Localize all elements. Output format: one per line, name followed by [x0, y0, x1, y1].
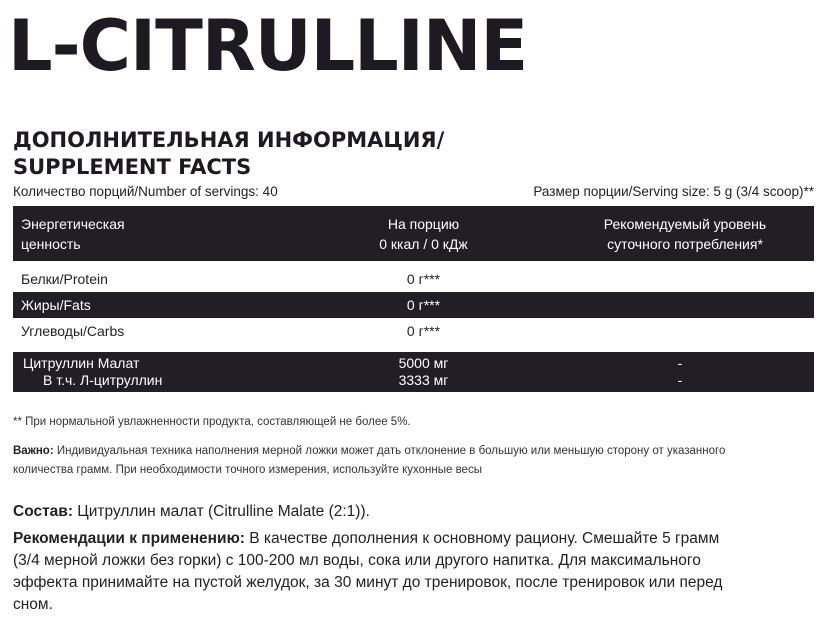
citrulline-values: 5000 мг 3333 мг — [398, 355, 449, 388]
servings-count: Количество порций/Number of servings: 40 — [13, 184, 278, 199]
header-reference-intake: Рекомендуемый уровень суточного потребления* — [603, 215, 767, 252]
heading-line-ru: ДОПОЛНИТЕЛЬНАЯ ИНФОРМАЦИЯ/ — [13, 128, 445, 152]
citrulline-labels: Цитруллин Малат В т.ч. Л-цитруллин — [23, 355, 163, 388]
humidity-note: ** При нормальной увлажненности продукта, составляющей не более 5%. — [13, 416, 411, 428]
header-per-serving: На порцию 0 ккал / 0 кДж — [379, 215, 468, 252]
table-row-carbs — [13, 318, 814, 344]
supplement-facts-table — [13, 206, 814, 392]
table-row-fats — [13, 292, 814, 318]
product-title: L-CITRULLINE — [8, 5, 528, 87]
composition — [13, 501, 813, 523]
row-label: Жиры/Fats — [21, 297, 91, 313]
serving-size: Размер порции/Serving size: 5 g (3/4 scoop)** — [533, 184, 814, 199]
row-label: Белки/Protein — [21, 271, 108, 287]
header-energy: Энергетическая ценность — [21, 215, 125, 252]
row-value: 0 г*** — [406, 297, 441, 313]
table-header-row — [13, 206, 814, 261]
row-value: 0 г*** — [406, 323, 441, 339]
usage-label: Рекомендации к применению: — [13, 530, 245, 547]
important-label: Важно: — [13, 445, 54, 457]
supplement-facts-heading — [13, 127, 444, 181]
table-row-citrulline — [13, 352, 814, 392]
composition-label: Состав: — [13, 503, 73, 520]
important-note: Важно: Индивидуальная техника наполнения мерной ложки может дать отклонение в большую или меньшую сторону от указанного количества грамм. При необходимости точного измерения, используйте кухонные весы — [13, 445, 726, 476]
usage-recommendations: Рекомендации к применению: В качестве дополнения к основному рациону. Смешайте 5 грамм (3/4 мерной ложки без горки) с 100-200 мл воды, сока или другого напитка. Для максимального эффекта принимайте на пустой желудок, за 30 минут до тренировок, после тренировок или перед сном. — [13, 530, 723, 613]
citrulline-reference-intake: - - — [677, 355, 683, 388]
row-label: Углеводы/Carbs — [21, 323, 125, 339]
composition-text: Цитруллин малат (Citrulline Malate (2:1)). — [72, 503, 370, 520]
heading-line-en: SUPPLEMENT FACTS — [13, 155, 252, 179]
table-row-protein — [13, 266, 814, 292]
row-value: 0 г*** — [406, 271, 441, 287]
